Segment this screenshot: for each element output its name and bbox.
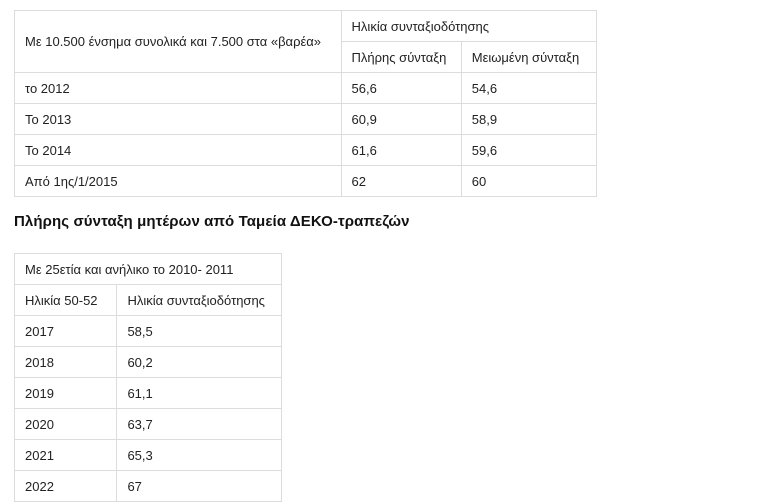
table-row [15, 409, 282, 440]
section-heading: Πλήρης σύνταξη μητέρων από Ταμεία ΔΕΚΟ-τραπεζών [14, 213, 410, 230]
table-header-cell: Με 10.500 ένσημα συνολικά και 7.500 στα «βαρέα» [15, 11, 342, 73]
table-cell: 62 [341, 166, 461, 197]
table-cell: 58,9 [461, 104, 596, 135]
table-header-row [15, 11, 597, 42]
table-row [15, 471, 282, 502]
retirement-age-table [14, 10, 597, 197]
table-header-cell: Ηλικία συνταξιοδότησης [341, 11, 596, 42]
table-cell: 60,2 [117, 347, 282, 378]
table-header-row [15, 285, 282, 316]
table-cell: 59,6 [461, 135, 596, 166]
table-row [15, 104, 597, 135]
table-cell: 65,3 [117, 440, 282, 471]
table-cell: 2020 [15, 409, 117, 440]
table-cell: 67 [117, 471, 282, 502]
mothers-pension-table [14, 253, 282, 502]
table-cell: 61,1 [117, 378, 282, 409]
table-row [15, 378, 282, 409]
table-cell: το 2012 [15, 73, 342, 104]
table-row [15, 347, 282, 378]
table-row [15, 440, 282, 471]
table-header-cell: Ηλικία συνταξιοδότησης [117, 285, 282, 316]
table-row [15, 316, 282, 347]
table-cell: 61,6 [341, 135, 461, 166]
table-cell: 60 [461, 166, 596, 197]
table-cell: 58,5 [117, 316, 282, 347]
table-header-cell: Ηλικία 50-52 [15, 285, 117, 316]
table-cell: 2018 [15, 347, 117, 378]
table-header-cell: Μειωμένη σύνταξη [461, 42, 596, 73]
table-cell: Από 1ης/1/2015 [15, 166, 342, 197]
table-cell: 2021 [15, 440, 117, 471]
table-cell: 56,6 [341, 73, 461, 104]
table-cell: 60,9 [341, 104, 461, 135]
table-cell: Το 2014 [15, 135, 342, 166]
table-cell: 2022 [15, 471, 117, 502]
table-title-cell: Με 25ετία και ανήλικο το 2010- 2011 [15, 254, 282, 285]
table-header-cell: Πλήρης σύνταξη [341, 42, 461, 73]
table-row [15, 73, 597, 104]
table-cell: Το 2013 [15, 104, 342, 135]
table-cell: 63,7 [117, 409, 282, 440]
table-row [15, 166, 597, 197]
table-cell: 2019 [15, 378, 117, 409]
table-cell: 54,6 [461, 73, 596, 104]
table-cell: 2017 [15, 316, 117, 347]
table-row [15, 135, 597, 166]
table-title-row [15, 254, 282, 285]
